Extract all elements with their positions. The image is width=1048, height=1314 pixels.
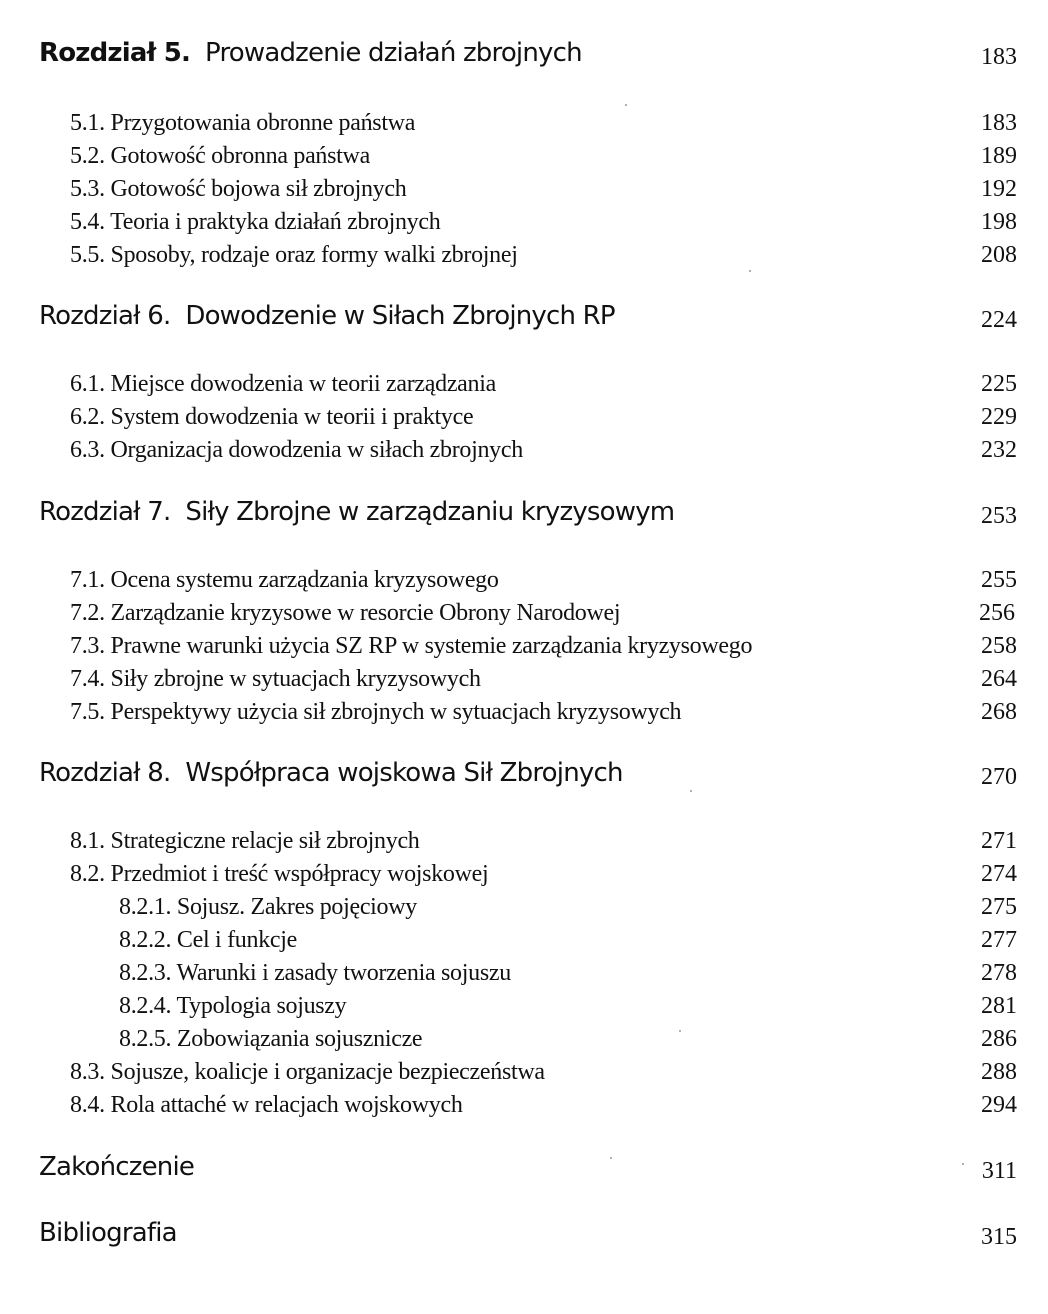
section-number: 5.2.: [70, 143, 105, 169]
scan-speck: [690, 790, 692, 792]
section-name: Zarządzanie kryzysowe w resorcie Obrony Narodowej: [110, 600, 621, 626]
conclusion-title: Zakończenie: [39, 1152, 195, 1182]
scan-speck: [962, 1163, 964, 1165]
chapter-title: [39, 758, 623, 788]
subsection-name: Cel i funkcje: [176, 927, 297, 953]
section-title: [70, 828, 420, 855]
section-page-number: 192: [981, 176, 1017, 202]
section-name: Organizacja dowodzenia w siłach zbrojnych: [110, 437, 523, 463]
chapter-label: Rozdział 6.: [39, 301, 171, 331]
section-name: Prawne warunki użycia SZ RP w systemie zarządzania kryzysowego: [110, 633, 753, 659]
chapter-label: Rozdział 8.: [39, 758, 171, 788]
section-number: 7.1.: [70, 567, 105, 593]
section-title: [70, 1059, 545, 1086]
chapter-page-number: 270: [981, 764, 1017, 790]
subsection-title: [119, 927, 297, 954]
scan-speck: [679, 1030, 681, 1032]
section-page-number: 294: [981, 1092, 1017, 1118]
section-number: 5.4.: [70, 209, 105, 235]
subsection-number: 8.2.5.: [119, 1026, 172, 1052]
subsection-page-number: 281: [981, 993, 1017, 1019]
section-page-number: 256: [979, 600, 1015, 626]
section-title: [70, 242, 518, 269]
section-name: Miejsce dowodzenia w teorii zarządzania: [110, 371, 496, 397]
section-number: 7.4.: [70, 666, 105, 692]
section-name: Przygotowania obronne państwa: [110, 110, 416, 136]
chapter-label: Rozdział 7.: [39, 497, 171, 527]
section-name: Gotowość bojowa sił zbrojnych: [110, 176, 407, 202]
section-title: [70, 567, 499, 594]
chapter-name: Dowodzenie w Siłach Zbrojnych RP: [185, 301, 615, 331]
section-title: [70, 600, 620, 627]
subsection-title: [119, 894, 417, 921]
section-title: [70, 666, 481, 693]
section-name: Przedmiot i treść współpracy wojskowej: [110, 861, 489, 887]
subsection-title: [119, 1026, 422, 1053]
section-title: [70, 371, 496, 398]
section-title: [70, 861, 488, 888]
subsection-number: 8.2.3.: [119, 960, 172, 986]
section-page-number: 268: [981, 699, 1017, 725]
section-page-number: 288: [981, 1059, 1017, 1085]
subsection-page-number: 277: [981, 927, 1017, 953]
section-name: Gotowość obronna państwa: [110, 143, 370, 169]
section-name: Ocena systemu zarządzania kryzysowego: [110, 567, 499, 593]
subsection-number: 8.2.1.: [119, 894, 172, 920]
section-number: 8.1.: [70, 828, 105, 854]
section-number: 8.3.: [70, 1059, 105, 1085]
subsection-title: [119, 993, 346, 1020]
section-title: [70, 699, 681, 726]
section-page-number: 225: [981, 371, 1017, 397]
subsection-title: [119, 960, 511, 987]
section-page-number: 208: [981, 242, 1017, 268]
section-number: 7.5.: [70, 699, 105, 725]
section-page-number: 271: [981, 828, 1017, 854]
subsection-number: 8.2.2.: [119, 927, 172, 953]
chapter-name: Siły Zbrojne w zarządzaniu kryzysowym: [185, 497, 675, 527]
section-page-number: 255: [981, 567, 1017, 593]
chapter-title: [39, 301, 615, 331]
section-title: [70, 176, 406, 203]
scan-speck: [625, 104, 627, 106]
section-number: 6.3.: [70, 437, 105, 463]
section-title: [70, 209, 440, 236]
section-name: Sposoby, rodzaje oraz formy walki zbrojnej: [110, 242, 518, 268]
section-title: [70, 633, 752, 660]
section-page-number: 183: [981, 110, 1017, 136]
section-name: Teoria i praktyka działań zbrojnych: [110, 209, 441, 235]
section-number: 6.1.: [70, 371, 105, 397]
bibliography-page-number: 315: [981, 1224, 1017, 1250]
section-page-number: 264: [981, 666, 1017, 692]
chapter-page-number: 253: [981, 503, 1017, 529]
section-name: Siły zbrojne w sytuacjach kryzysowych: [110, 666, 481, 692]
section-page-number: 229: [981, 404, 1017, 430]
scan-speck: [610, 1157, 612, 1159]
section-page-number: 258: [981, 633, 1017, 659]
section-name: Perspektywy użycia sił zbrojnych w sytuacjach kryzysowych: [110, 699, 682, 725]
section-number: 8.4.: [70, 1092, 105, 1118]
section-title: [70, 437, 523, 464]
chapter-page-number: 183: [981, 44, 1017, 70]
subsection-page-number: 286: [981, 1026, 1017, 1052]
section-name: Rola attaché w relacjach wojskowych: [110, 1092, 463, 1118]
chapter-title: [39, 38, 582, 68]
section-title: [70, 110, 415, 137]
section-name: Strategiczne relacje sił zbrojnych: [110, 828, 420, 854]
section-number: 5.3.: [70, 176, 105, 202]
section-title: [70, 143, 370, 170]
section-number: 5.5.: [70, 242, 105, 268]
subsection-name: Zobowiązania sojusznicze: [176, 1026, 423, 1052]
subsection-name: Typologia sojuszy: [176, 993, 347, 1019]
section-number: 5.1.: [70, 110, 105, 136]
chapter-page-number: 224: [981, 307, 1017, 333]
chapter-name: Współpraca wojskowa Sił Zbrojnych: [185, 758, 623, 788]
section-name: System dowodzenia w teorii i praktyce: [110, 404, 474, 430]
chapter-label: Rozdział 5.: [39, 38, 191, 68]
section-number: 6.2.: [70, 404, 105, 430]
section-number: 7.3.: [70, 633, 105, 659]
section-page-number: 232: [981, 437, 1017, 463]
section-page-number: 198: [981, 209, 1017, 235]
section-number: 8.2.: [70, 861, 105, 887]
subsection-name: Warunki i zasady tworzenia sojuszu: [176, 960, 511, 986]
section-title: [70, 1092, 463, 1119]
section-page-number: 189: [981, 143, 1017, 169]
scan-speck: [749, 270, 751, 272]
section-page-number: 274: [981, 861, 1017, 887]
bibliography-title: Bibliografia: [39, 1218, 177, 1248]
subsection-number: 8.2.4.: [119, 993, 172, 1019]
chapter-title: [39, 497, 674, 527]
conclusion-page-number: 311: [981, 1158, 1017, 1184]
subsection-page-number: 275: [981, 894, 1017, 920]
subsection-page-number: 278: [981, 960, 1017, 986]
section-title: [70, 404, 473, 431]
section-number: 7.2.: [70, 600, 105, 626]
section-name: Sojusze, koalicje i organizacje bezpieczeństwa: [110, 1059, 545, 1085]
chapter-name: Prowadzenie działań zbrojnych: [205, 38, 582, 68]
subsection-name: Sojusz. Zakres pojęciowy: [176, 894, 417, 920]
